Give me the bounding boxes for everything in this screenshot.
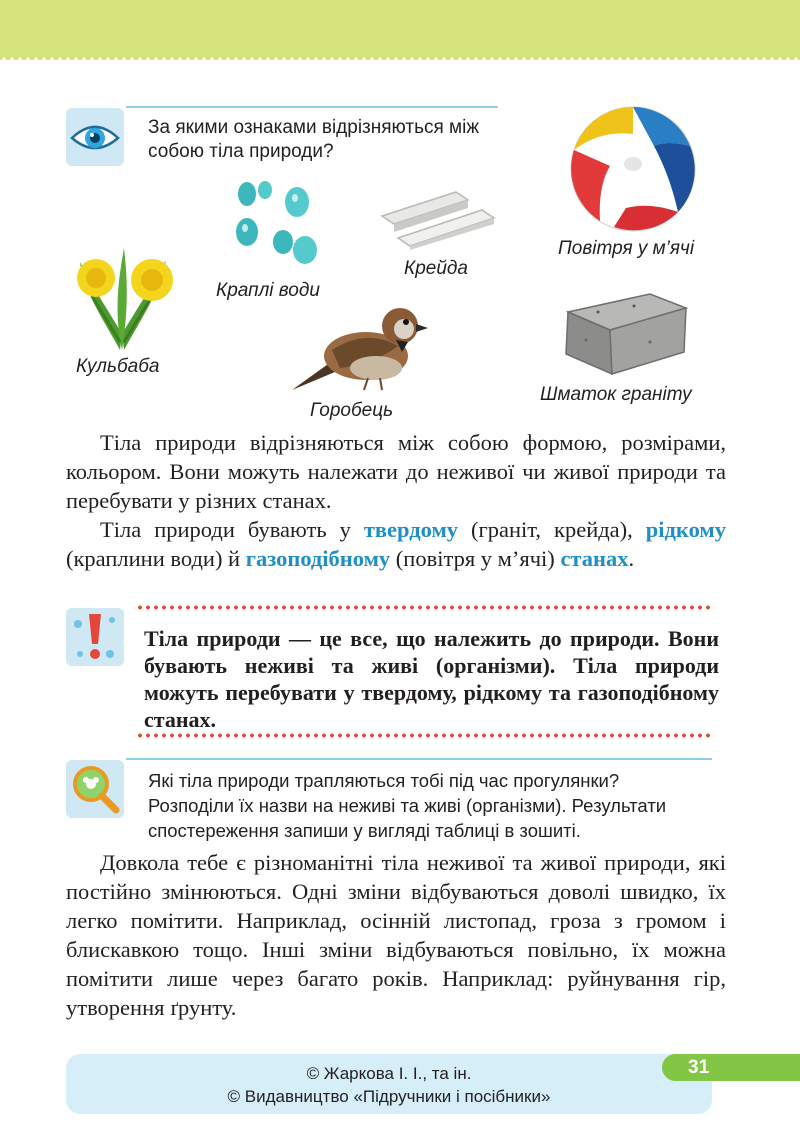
question-divider (126, 106, 498, 108)
ball-air-label: Повітря у м’ячі (558, 238, 695, 259)
paragraph-2-text: (граніт, крейда), (458, 517, 646, 542)
paragraph-2-text: (повітря у м’ячі) (390, 546, 561, 571)
keyword-states: станах (560, 546, 629, 571)
dandelion-label: Кульбаба (76, 356, 160, 377)
chalk-picture (378, 186, 500, 255)
footer-authors: © Жаркова І. І., та ін. (306, 1064, 472, 1083)
top-header-band (0, 0, 800, 60)
question-2: Які тіла природи трапляються тобі під час прогулянки? Розподіли їх назви на неживі та живі (організми). Результати спостереження запиши у вигляді таблиці в зошиті. (148, 770, 667, 841)
sparrow-label: Горобець (310, 400, 394, 421)
keyword-solid: твердому (363, 517, 459, 542)
page-number: 31 (688, 1057, 710, 1078)
page-number-tab (662, 1054, 800, 1081)
footer-publisher: © Видавництво «Підручники і посібники» (227, 1087, 551, 1106)
sparrow-picture (284, 298, 430, 399)
question-1: За якими ознаками відрізняються між собою тіла природи? (148, 117, 480, 162)
water-drops-label: Краплі води (216, 280, 320, 301)
paragraph-1-text: Тіла природи відрізняються між собою формою, розмірами, кольором. Вони можуть належати до неживої чи живої природи та перебувати у різних станах. (66, 430, 726, 513)
paragraph-2-text: Тіла природи бувають у (100, 517, 364, 542)
rule-top-dotted-border (136, 605, 714, 610)
paragraph-2-text: (краплини води) й (66, 546, 246, 571)
eye-icon (66, 108, 124, 166)
paragraph-2 (66, 515, 726, 573)
paragraph-2-text: . (628, 546, 635, 571)
paragraph-3-text: Довкола тебе є різноманітні тіла неживої та живої природи, які постійно змінюються. Одні зміни відбуваються доволі швидко, їх легко помітити. Наприклад, осінній листопад, гроза з громом і блискавкою тощо. Інші зміни відбуваються повільно, їх можна помітити лише через багато років. Наприклад: руйнування гір, утворення ґрунту. (66, 850, 726, 1020)
keyword-gaseous: газоподібному (245, 546, 391, 571)
copyright-footer (66, 1054, 712, 1114)
question-divider (126, 758, 712, 760)
dandelion-picture (62, 222, 182, 357)
granite-label: Шматок граніту (540, 384, 692, 405)
granite-picture (558, 290, 690, 381)
paragraph-1 (66, 428, 726, 515)
top-dotted-divider (0, 57, 800, 61)
beach-ball-picture (570, 106, 696, 237)
paragraph-3 (66, 848, 726, 1022)
chalk-label: Крейда (404, 258, 468, 279)
exclamation-icon (66, 608, 124, 666)
keyword-liquid: рідкому (645, 517, 726, 542)
rule-bottom-dotted-border (136, 733, 714, 738)
water-drops-picture (225, 176, 335, 279)
magnifier-icon (66, 760, 124, 818)
rule-text: Тіла природи — це все, що належить до природи. Вони бувають неживі та живі (організми). Тіла природи можуть перебувати у твердому, рідкому та газоподібному станах. (144, 626, 719, 732)
